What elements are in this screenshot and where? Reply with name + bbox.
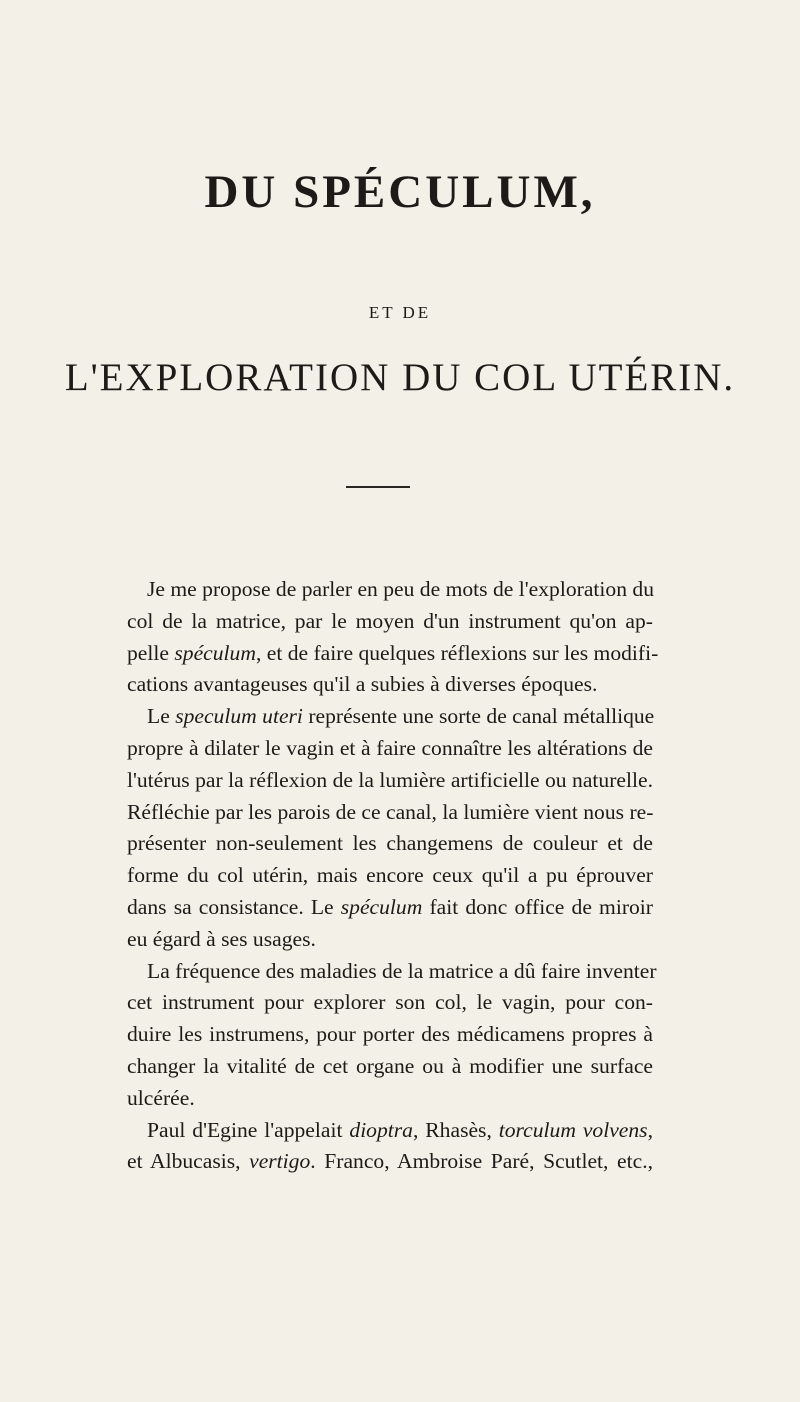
text-line <box>127 797 653 829</box>
text-line <box>127 1083 653 1115</box>
text-line <box>127 701 653 733</box>
italic-term: dioptra <box>349 1117 413 1142</box>
page-subtitle: L'EXPLORATION DU COL UTÉRIN. <box>64 356 736 399</box>
text-line <box>127 606 653 638</box>
text-line <box>127 1146 653 1178</box>
text-segment: Réfléchie par les parois de ce canal, la lumière vient nous re- <box>127 799 654 824</box>
text-segment: changer la vitalité de cet organe ou à modifier une surface <box>127 1053 653 1078</box>
text-line <box>127 892 653 924</box>
text-line <box>127 669 653 701</box>
text-segment: La fréquence des maladies de la matrice a dû faire inventer <box>147 958 657 983</box>
page-title: DU SPÉCULUM, <box>204 166 596 218</box>
text-segment: cations avantageuses qu'il a subies à diverses époques. <box>127 672 598 697</box>
text-line <box>127 1051 653 1083</box>
text-segment: Je me propose de parler en peu de mots de l'exploration du <box>147 577 654 601</box>
text-line <box>127 924 653 956</box>
text-segment: présenter non-seulement les changemens de couleur et de <box>127 831 653 856</box>
text-segment: forme du col utérin, mais encore ceux qu'il a pu éprouver <box>127 863 653 888</box>
text-segment: fait donc office de miroir <box>422 894 653 919</box>
text-segment: représente une sorte de canal métallique <box>302 704 655 729</box>
text-segment: l'utérus par la réflexion de la lumière artificielle ou naturelle. <box>127 767 653 792</box>
italic-term: vertigo <box>249 1149 311 1174</box>
italic-term: torculum volvens <box>498 1117 648 1142</box>
text-segment: duire les instrumens, pour porter des médicamens propres à <box>127 1022 653 1047</box>
text-line <box>127 574 653 606</box>
text-segment: , <box>647 1117 653 1142</box>
text-segment: dans sa consistance. Le <box>127 894 341 919</box>
text-line <box>127 860 653 892</box>
body-text <box>127 574 659 1178</box>
text-line <box>127 1115 653 1147</box>
text-segment: . Franco, Ambroise Paré, Scutlet, etc., <box>310 1149 654 1174</box>
title-conjunction: ET DE <box>368 303 432 322</box>
section-divider <box>346 486 410 488</box>
text-segment: propre à dilater le vagin et à faire connaître les altérations de <box>127 735 653 760</box>
text-segment: et Albucasis, <box>127 1149 250 1174</box>
text-line <box>127 765 653 797</box>
text-segment: Le <box>147 704 176 729</box>
text-segment: pelle <box>127 640 175 665</box>
italic-term: spéculum <box>174 640 256 665</box>
text-segment: , Rhasès, <box>412 1117 499 1142</box>
italic-term: speculum uteri <box>175 704 303 729</box>
text-line <box>127 987 653 1019</box>
text-segment: col de la matrice, par le moyen d'un instrument qu'on ap- <box>127 608 653 633</box>
text-segment: cet instrument pour explorer son col, le vagin, pour con- <box>127 990 653 1015</box>
text-line <box>127 828 653 860</box>
text-line <box>127 638 659 670</box>
text-line <box>127 1019 653 1051</box>
text-line <box>127 956 657 988</box>
text-segment: Paul d'Egine l'appelait <box>147 1117 350 1142</box>
text-segment: eu égard à ses usages. <box>127 926 316 951</box>
text-segment: , et de faire quelques réflexions sur les modifi- <box>255 640 659 665</box>
italic-term: spéculum <box>340 894 423 919</box>
text-line <box>127 733 653 765</box>
text-segment: ulcérée. <box>127 1085 195 1110</box>
